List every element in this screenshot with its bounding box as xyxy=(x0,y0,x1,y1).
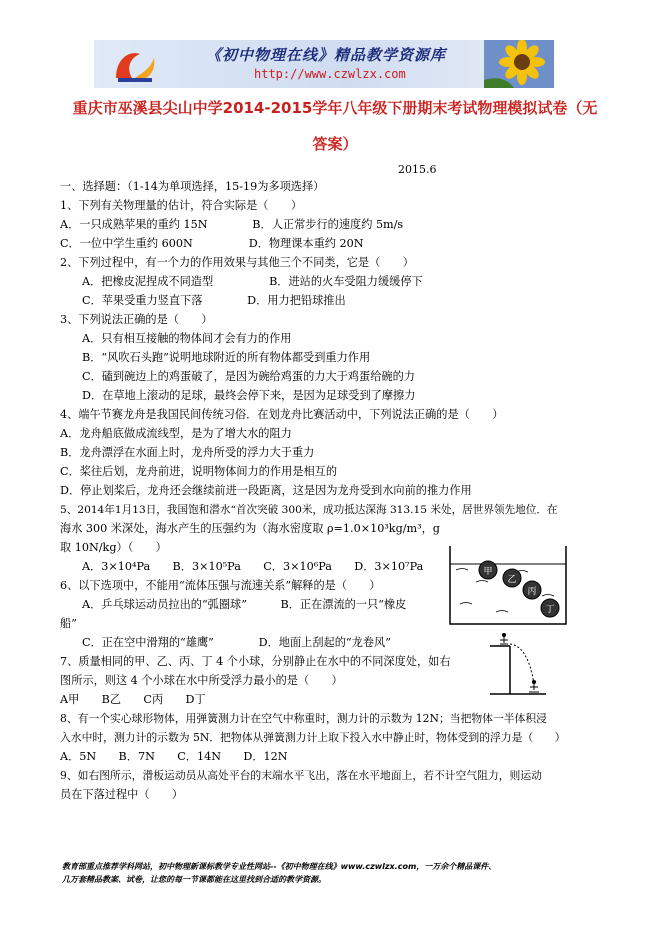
ball-jia xyxy=(479,561,497,579)
question-9-line-2: 员在下落过程中（ ） xyxy=(60,788,184,801)
question-3-option-d: D．在草地上滚动的足球，最终会停下来，是因为足球受到了摩擦力 xyxy=(82,389,416,402)
question-2: 2、下列过程中，有一个力的作用效果与其他三个不同类，它是（ ） xyxy=(60,256,414,269)
question-3-option-c: C．磕到碗边上的鸡蛋破了，是因为碗给鸡蛋的力大于鸡蛋给碗的力 xyxy=(82,370,415,383)
sunflower-icon xyxy=(484,40,554,88)
question-3: 3、下列说法正确的是（ ） xyxy=(60,313,213,326)
question-7-options: A甲 B乙 C丙 D丁 xyxy=(60,693,206,706)
question-8-options: A．5N B．7N C．14N D．12N xyxy=(60,750,288,763)
question-8-line-1: 8、有一个实心球形物体，用弹簧测力计在空气中称重时，测力计的示数为 12N；当把物体一半体积浸 xyxy=(60,712,547,725)
question-7-line-2: 图所示，则这 4 个小球在水中所受浮力最小的是（ ） xyxy=(60,674,343,687)
question-6-options-ab: A．乒乓球运动员拉出的“弧圈球” B．正在漂流的一只“橡皮 xyxy=(82,598,407,611)
question-4-option-b: B．龙舟漂浮在水面上时，龙舟所受的浮力大于重力 xyxy=(60,446,315,459)
question-5-line-2: 海水 300 米深处，海水产生的压强约为（海水密度取 ρ=1.0×10³kg/m³，g xyxy=(60,522,440,535)
question-3-option-b: B．“风吹石头跑”说明地球附近的所有物体都受到重力作用 xyxy=(82,351,371,364)
banner-title: 《初中物理在线》精品教学资源库 xyxy=(206,46,447,64)
footer-line-2: 几万套精品教案、试卷，让您的每一节课都能在这里找到合适的教学资源。 xyxy=(62,875,326,884)
question-4: 4、端午节赛龙舟是我国民间传统习俗．在划龙舟比赛活动中，下列说法正确的是（ ） xyxy=(60,408,504,421)
document-title-line-2: 答案） xyxy=(312,135,358,153)
question-5-options: A．3×10⁴Pa B．3×10⁵Pa C．3×10⁶Pa D．3×10⁷Pa xyxy=(82,560,424,573)
ball-yi xyxy=(503,569,521,587)
container-with-balls-diagram xyxy=(446,542,570,628)
ball-yi-label: 乙 xyxy=(507,575,517,585)
question-1: 1、下列有关物理量的估计，符合实际是（ ） xyxy=(60,199,303,212)
question-8-line-2: 入水中时，测力计的示数为 5N．把物体从弹簧测力计上取下投入水中静止时，物体受到的浮力是（ ） xyxy=(60,731,566,744)
footer-line-1: 教育部重点推荐学科网站，初中物理新课标教学专业性网站--《初中物理在线》www.czwlzx.com，一万余个精品课件、 xyxy=(62,862,497,871)
ball-ding xyxy=(541,599,559,617)
document-title-line-1: 重庆市巫溪县尖山中学2014-2015学年八年级下册期末考试物理模拟试卷（无 xyxy=(72,99,598,117)
ball-bing xyxy=(523,581,541,599)
site-logo-icon xyxy=(110,44,158,86)
ball-jia-label: 甲 xyxy=(483,567,493,577)
question-2-options-cd: C．苹果受重力竖直下落 D．用力把铅球推出 xyxy=(82,294,346,307)
banner-url[interactable]: http://www.czwlzx.com xyxy=(254,67,406,81)
question-6-options-ab-wrap: 船” xyxy=(60,617,77,630)
question-1-options-ab: A．一只成熟苹果的重约 15N B．人正常步行的速度约 5m/s xyxy=(60,218,404,231)
question-2-options-ab: A．把橡皮泥捏成不同造型 B．进站的火车受阻力缓缓停下 xyxy=(82,275,423,288)
ball-bing-label: 丙 xyxy=(527,587,537,597)
exam-date: 2015.6 xyxy=(398,163,437,176)
section-heading: 一、选择题：（1-14为单项选择，15-19为多项选择） xyxy=(60,180,325,193)
question-3-option-a: A．只有相互接触的物体间才会有力的作用 xyxy=(82,332,292,345)
question-6: 6、以下选项中，不能用“流体压强与流速关系”解释的是（ ） xyxy=(60,579,381,592)
ball-ding-label: 丁 xyxy=(545,605,555,615)
question-5-line-1: 5、2014年1月13日，我国饱和潜水“首次突破 300米，成功抵达深海 313.15 米处，居世界领先地位．在 xyxy=(60,504,558,516)
question-1-options-cd: C．一位中学生重约 600N D．物理课本重约 20N xyxy=(60,237,364,250)
question-7-line-1: 7、质量相同的甲、乙、丙、丁 4 个小球，分别静止在水中的不同深度处，如右 xyxy=(60,655,451,668)
skateboarder-icon xyxy=(500,633,539,692)
question-9-line-1: 9、如右图所示，滑板运动员从高处平台的末端水平飞出，落在水平地面上，若不计空气阻力，则运动 xyxy=(60,769,542,782)
question-4-option-d: D．停止划桨后，龙舟还会继续前进一段距离，这是因为龙舟受到水向前的推力作用 xyxy=(60,484,472,497)
page-footer xyxy=(62,860,622,886)
question-6-options-cd: C．正在空中滑翔的“雄鹰” D．地面上刮起的“龙卷风” xyxy=(82,636,391,649)
skateboarder-diagram xyxy=(488,632,548,698)
header-banner xyxy=(94,40,554,88)
question-5-line-3: 取 10N/kg）（ ） xyxy=(60,541,167,554)
question-4-option-a: A．龙舟船底做成流线型，是为了增大水的阻力 xyxy=(60,427,292,440)
question-4-option-c: C．桨往后划，龙舟前进，说明物体间力的作用是相互的 xyxy=(60,465,338,478)
